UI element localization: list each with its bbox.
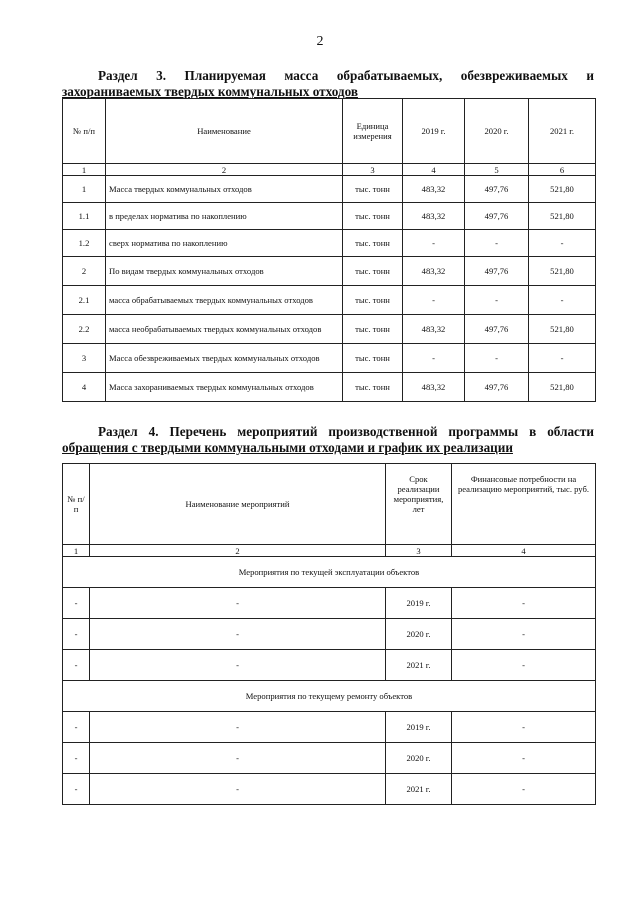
col-number: 3	[343, 164, 403, 176]
table-row	[63, 230, 596, 257]
row-number: 4	[63, 373, 106, 402]
col-number: 4	[403, 164, 465, 176]
row-term: 2019 г.	[386, 712, 452, 743]
table-row	[63, 286, 596, 315]
row-2020: 497,76	[465, 203, 529, 230]
row-unit: тыс. тонн	[343, 286, 403, 315]
row-2021: -	[529, 286, 596, 315]
col-number: 1	[63, 545, 90, 557]
row-name: масса обрабатываемых твердых коммунальных отходов	[106, 286, 343, 315]
row-number: 1.1	[63, 203, 106, 230]
table-row	[63, 619, 596, 650]
row-number: -	[63, 743, 90, 774]
row-unit: тыс. тонн	[343, 176, 403, 203]
row-name: -	[90, 619, 386, 650]
measures-table	[62, 463, 596, 805]
column-number-row	[63, 545, 596, 557]
header-number: № п/п	[63, 99, 106, 164]
row-2021: 521,80	[529, 315, 596, 344]
row-2019: 483,32	[403, 315, 465, 344]
row-2019: 483,32	[403, 176, 465, 203]
row-number: -	[63, 588, 90, 619]
group-row-repair	[63, 681, 596, 712]
section4-title-line1: Раздел 4. Перечень мероприятий производственной программы в области	[98, 424, 594, 439]
row-term: 2020 г.	[386, 743, 452, 774]
row-number: -	[63, 650, 90, 681]
row-number: 2.2	[63, 315, 106, 344]
col-number: 2	[90, 545, 386, 557]
row-name: Масса твердых коммунальных отходов	[106, 176, 343, 203]
row-name: Масса обезвреживаемых твердых коммунальных отходов	[106, 344, 343, 373]
header-unit: Единица измерения	[343, 99, 403, 164]
row-finance: -	[452, 712, 596, 743]
col-number: 5	[465, 164, 529, 176]
row-finance: -	[452, 588, 596, 619]
header-finance: Финансовые потребности на реализацию мероприятий, тыс. руб.	[452, 464, 596, 545]
row-2021: 521,80	[529, 176, 596, 203]
table-row	[63, 650, 596, 681]
table-row	[63, 176, 596, 203]
group-title: Мероприятия по текущей эксплуатации объектов	[63, 557, 596, 588]
planned-mass-table	[62, 98, 596, 402]
table-row	[63, 203, 596, 230]
row-unit: тыс. тонн	[343, 230, 403, 257]
row-name: в пределах норматива по накоплению	[106, 203, 343, 230]
header-term: Срок реализации мероприятия, лет	[386, 464, 452, 545]
row-name: -	[90, 743, 386, 774]
row-unit: тыс. тонн	[343, 315, 403, 344]
row-name: -	[90, 650, 386, 681]
row-name: По видам твердых коммунальных отходов	[106, 257, 343, 286]
row-2019: 483,32	[403, 203, 465, 230]
column-number-row	[63, 164, 596, 176]
row-number: 3	[63, 344, 106, 373]
row-2021: 521,80	[529, 257, 596, 286]
row-finance: -	[452, 743, 596, 774]
col-number: 3	[386, 545, 452, 557]
row-unit: тыс. тонн	[343, 203, 403, 230]
row-2020: -	[465, 230, 529, 257]
col-number: 4	[452, 545, 596, 557]
page-number: 2	[316, 34, 324, 49]
table-row	[63, 257, 596, 286]
row-2021: -	[529, 230, 596, 257]
row-number: 1	[63, 176, 106, 203]
section4-title-line2: обращения с твердыми коммунальными отходами и график их реализации	[62, 440, 513, 455]
col-number: 2	[106, 164, 343, 176]
header-name: Наименование	[106, 99, 343, 164]
header-2021: 2021 г.	[529, 99, 596, 164]
row-term: 2021 г.	[386, 650, 452, 681]
row-term: 2020 г.	[386, 619, 452, 650]
table-header-row	[63, 99, 596, 164]
row-2019: -	[403, 286, 465, 315]
row-name: -	[90, 588, 386, 619]
table-row	[63, 743, 596, 774]
row-2019: -	[403, 230, 465, 257]
header-measure-name: Наименование мероприятий	[90, 464, 386, 545]
row-unit: тыс. тонн	[343, 344, 403, 373]
section3-title-line2: захораниваемых твердых коммунальных отходов	[62, 84, 358, 99]
row-number: -	[63, 619, 90, 650]
row-number: 2.1	[63, 286, 106, 315]
col-number: 1	[63, 164, 106, 176]
section3-title-line1: Раздел 3. Планируемая масса обрабатываемых, обезвреживаемых и	[98, 68, 594, 83]
row-2020: 497,76	[465, 315, 529, 344]
header-2020: 2020 г.	[465, 99, 529, 164]
table-row	[63, 373, 596, 402]
row-name: сверх норматива по накоплению	[106, 230, 343, 257]
row-number: -	[63, 774, 90, 805]
row-2021: 521,80	[529, 373, 596, 402]
row-number: -	[63, 712, 90, 743]
section3-title	[62, 68, 594, 100]
row-2020: -	[465, 344, 529, 373]
row-2019: 483,32	[403, 257, 465, 286]
table-row	[63, 588, 596, 619]
table-row	[63, 344, 596, 373]
row-2021: -	[529, 344, 596, 373]
section4-title	[62, 424, 594, 456]
row-finance: -	[452, 650, 596, 681]
header-2019: 2019 г.	[403, 99, 465, 164]
header-number: № п/п	[63, 464, 90, 545]
table-row	[63, 774, 596, 805]
row-2019: 483,32	[403, 373, 465, 402]
row-term: 2019 г.	[386, 588, 452, 619]
row-2020: 497,76	[465, 257, 529, 286]
row-number: 1.2	[63, 230, 106, 257]
table-row	[63, 315, 596, 344]
row-2019: -	[403, 344, 465, 373]
row-name: -	[90, 774, 386, 805]
table-row	[63, 712, 596, 743]
row-term: 2021 г.	[386, 774, 452, 805]
row-unit: тыс. тонн	[343, 257, 403, 286]
group-title: Мероприятия по текущему ремонту объектов	[63, 681, 596, 712]
row-finance: -	[452, 619, 596, 650]
table-header-row	[63, 464, 596, 545]
group-row-operation	[63, 557, 596, 588]
row-name: Масса захораниваемых твердых коммунальных отходов	[106, 373, 343, 402]
row-name: масса необрабатываемых твердых коммунальных отходов	[106, 315, 343, 344]
row-2020: -	[465, 286, 529, 315]
row-number: 2	[63, 257, 106, 286]
row-2020: 497,76	[465, 176, 529, 203]
row-2020: 497,76	[465, 373, 529, 402]
row-finance: -	[452, 774, 596, 805]
row-unit: тыс. тонн	[343, 373, 403, 402]
row-2021: 521,80	[529, 203, 596, 230]
col-number: 6	[529, 164, 596, 176]
row-name: -	[90, 712, 386, 743]
